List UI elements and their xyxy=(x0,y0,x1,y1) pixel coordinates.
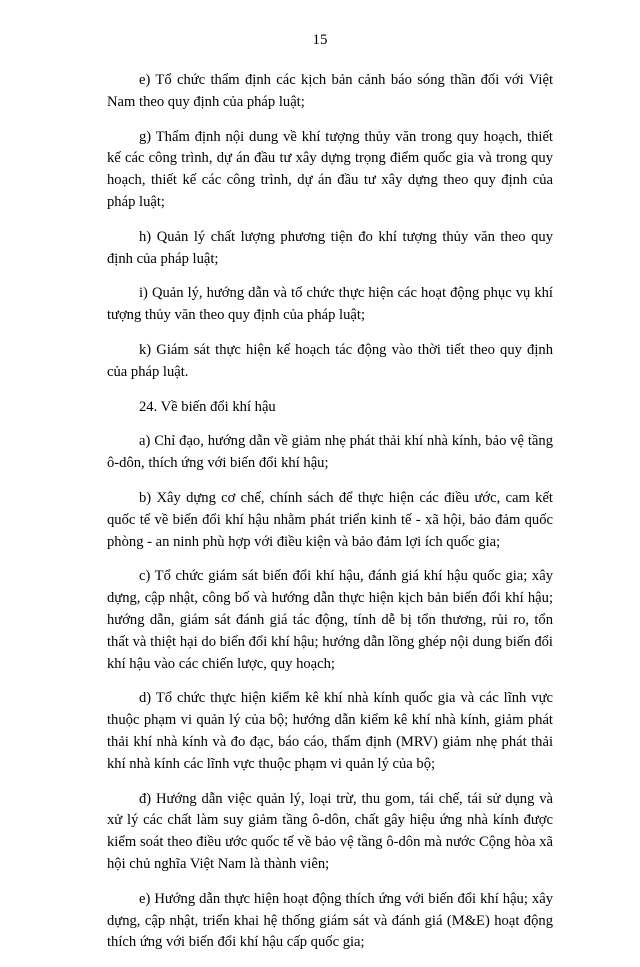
section-heading-24: 24. Về biến đổi khí hậu xyxy=(139,398,276,415)
document-body xyxy=(107,70,553,967)
paragraph-i-management: i) Quản lý, hướng dẫn và tổ chức thực hiện các hoạt động phục vụ khí tượng thủy văn theo quy định của pháp luật; xyxy=(107,285,553,324)
page-number: 15 xyxy=(312,32,328,48)
paragraph-b-policy: b) Xây dựng cơ chế, chính sách để thực hiện các điều ước, cam kết quốc tế về biến đổi khí hậu nhằm phát triển kinh tế - xã hội, bảo đảm quốc phòng - an ninh phù hợp với điều kiện và bảo đảm lợi ích quốc gia; xyxy=(107,489,553,550)
paragraph-dd-ozone: đ) Hướng dẫn việc quản lý, loại trừ, thu gom, tái chế, tái sử dụng và xử lý các chất làm suy giảm tầng ô-dôn, chất gây hiệu ứng nhà kính được kiểm soát theo điều ước quốc tế về bảo vệ tầng ô-dôn mà nước Cộng hòa xã hội chủ nghĩa Việt Nam là thành viên; xyxy=(107,790,553,872)
paragraph-c-monitoring: c) Tổ chức giám sát biến đổi khí hậu, đánh giá khí hậu quốc gia; xây dựng, cập nhật, công bố và hướng dẫn thực hiện kịch bản biến đổi khí hậu; hướng dẫn, giám sát đánh giá tác động, tính dễ bị tổn thương, rủi ro, tổn thất và thiệt hại do biến đổi khí hậu; hướng dẫn lồng ghép nội dung biến đổi khí hậu vào các chiến lược, quy hoạch; xyxy=(107,568,553,672)
paragraph-e-tsunami: e) Tổ chức thẩm định các kịch bản cảnh báo sóng thần đối với Việt Nam theo quy định của pháp luật; xyxy=(107,72,553,110)
paragraph-k-weather: k) Giám sát thực hiện kế hoạch tác động vào thời tiết theo quy định của pháp luật. xyxy=(107,341,553,380)
paragraph-a-emissions: a) Chỉ đạo, hướng dẫn về giảm nhẹ phát thải khí nhà kính, bảo vệ tầng ô-dôn, thích ứng với biến đổi khí hậu; xyxy=(107,433,553,472)
paragraph-g-appraisal: g) Thẩm định nội dung về khí tượng thủy văn trong quy hoạch, thiết kế các công trình, dự án đầu tư xây dựng trọng điểm quốc gia và trong quy hoạch, thiết kế các công trình, dự án đầu tư xây dựng theo quy định của pháp luật; xyxy=(107,128,553,210)
paragraph-h-quality: h) Quản lý chất lượng phương tiện đo khí tượng thủy văn theo quy định của pháp luật; xyxy=(107,228,553,267)
paragraph-e-adaptation: e) Hướng dẫn thực hiện hoạt động thích ứng với biến đổi khí hậu; xây dựng, cập nhật, triển khai hệ thống giám sát và đánh giá (M&E) hoạt động thích ứng với biến đổi khí hậu cấp quốc gia; xyxy=(107,890,553,951)
paragraph-d-inventory: d) Tổ chức thực hiện kiểm kê khí nhà kính quốc gia và các lĩnh vực thuộc phạm vi quản lý của bộ; hướng dẫn kiểm kê khí nhà kính, giảm phát thải khí nhà kính và đo đạc, báo cáo, thẩm định (MRV) giảm nhẹ phát thải khí nhà kính các lĩnh vực thuộc phạm vi quản lý của bộ; xyxy=(107,690,553,772)
